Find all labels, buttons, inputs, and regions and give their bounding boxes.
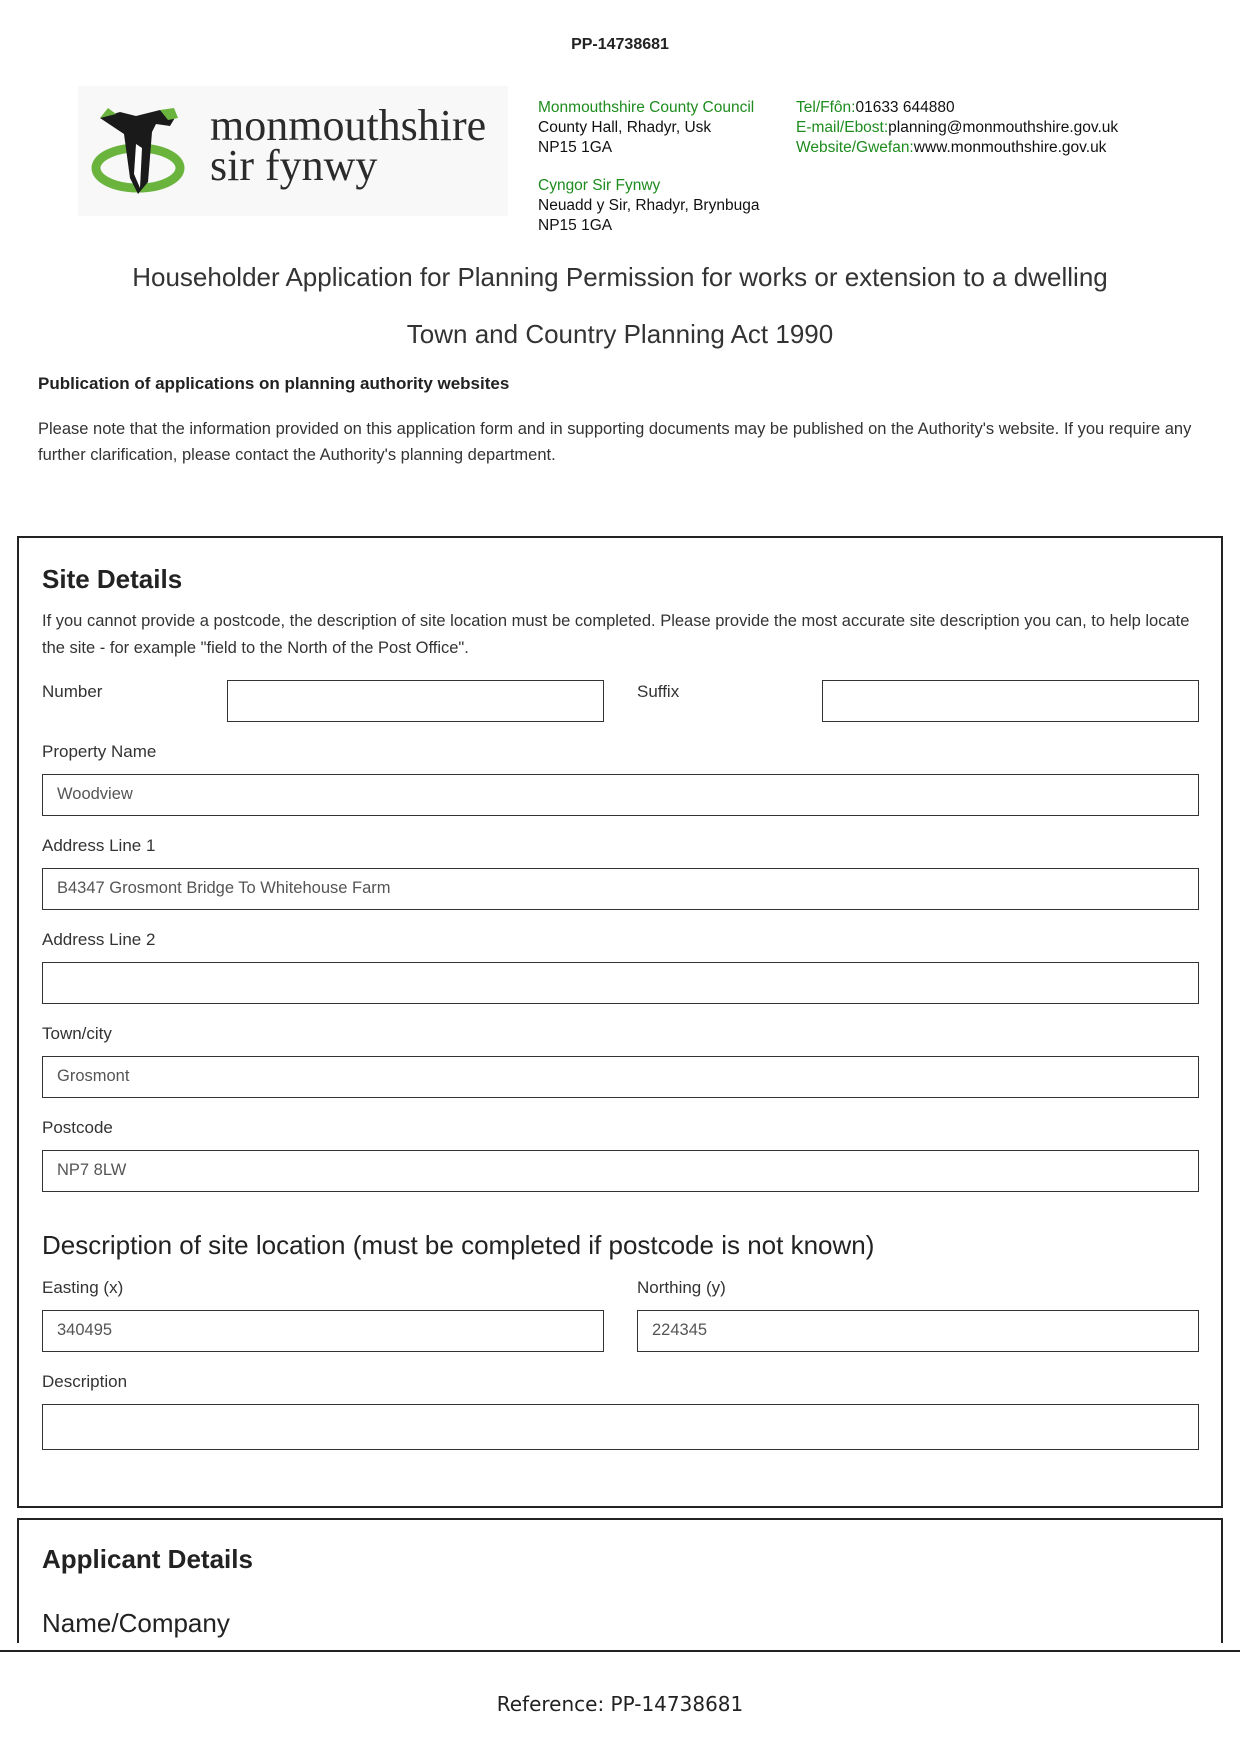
- telephone-value: 01633 644880: [855, 99, 955, 116]
- footer-reference: Reference: PP-14738681: [496, 1692, 744, 1716]
- contact-details: [796, 98, 1118, 158]
- dragon-crest-icon: [90, 104, 202, 204]
- easting-field[interactable]: 340495: [42, 1310, 604, 1352]
- council-name-english: Monmouthshire County Council: [538, 99, 755, 116]
- reference-header: PP-14738681: [571, 36, 669, 53]
- description-label: Description: [42, 1372, 128, 1391]
- easting-label: Easting (x): [42, 1278, 124, 1297]
- council-logo: [78, 86, 508, 216]
- email-value[interactable]: planning@monmouthshire.gov.uk: [888, 119, 1119, 136]
- logo-text-english: monmouthshire: [210, 101, 487, 150]
- site-details-panel: [17, 536, 1223, 1508]
- logo-text-welsh: sir fynwy: [210, 141, 378, 190]
- council-postcode-welsh: NP15 1GA: [538, 217, 613, 234]
- description-field[interactable]: [42, 1404, 1199, 1450]
- postcode-field[interactable]: NP7 8LW: [42, 1150, 1199, 1192]
- website-label: Website/Gwefan:: [796, 139, 914, 156]
- town-city-label: Town/city: [42, 1024, 112, 1043]
- northing-field[interactable]: 224345: [637, 1310, 1199, 1352]
- council-address-welsh: Neuadd y Sir, Rhadyr, Brynbuga: [538, 197, 760, 214]
- email-line: [796, 118, 1118, 138]
- number-field[interactable]: [227, 680, 604, 722]
- address-line-2-field[interactable]: [42, 962, 1199, 1004]
- website-value[interactable]: www.monmouthshire.gov.uk: [913, 139, 1107, 156]
- applicant-details-heading: Applicant Details: [42, 1544, 253, 1574]
- property-name-field[interactable]: Woodview: [42, 774, 1199, 816]
- address-line-1-label: Address Line 1: [42, 836, 156, 855]
- website-line: [796, 138, 1118, 158]
- publication-heading: Publication of applications on planning authority websites: [38, 374, 510, 393]
- address-line-2-label: Address Line 2: [42, 930, 156, 949]
- footer-divider: [0, 1650, 1240, 1652]
- council-address-english: County Hall, Rhadyr, Usk: [538, 119, 712, 136]
- publication-text: Please note that the information provided on this application form and in supporting documents may be published on the Authority's website. If you require any further clarification, please contact the Authority's planning department.: [38, 420, 1192, 464]
- northing-label: Northing (y): [637, 1278, 726, 1297]
- telephone-line: [796, 98, 1118, 118]
- address-line-1-field[interactable]: B4347 Grosmont Bridge To Whitehouse Farm: [42, 868, 1199, 910]
- postcode-label: Postcode: [42, 1118, 113, 1137]
- contact-english: [538, 98, 754, 158]
- email-label: E-mail/Ebost:: [796, 119, 889, 136]
- suffix-label: Suffix: [637, 682, 680, 701]
- council-postcode-english: NP15 1GA: [538, 139, 613, 156]
- contact-welsh: [538, 176, 759, 236]
- applicant-details-panel: [17, 1518, 1223, 1643]
- property-name-label: Property Name: [42, 742, 157, 761]
- suffix-field[interactable]: [822, 680, 1199, 722]
- name-company-heading: Name/Company: [42, 1608, 230, 1638]
- telephone-label: Tel/Ffôn:: [796, 99, 856, 116]
- form-subtitle: Town and Country Planning Act 1990: [406, 319, 834, 349]
- site-details-heading: Site Details: [42, 564, 183, 594]
- council-name-welsh: Cyngor Sir Fynwy: [538, 177, 661, 194]
- number-label: Number: [42, 682, 103, 701]
- site-location-heading: Description of site location (must be completed if postcode is not known): [42, 1230, 875, 1260]
- form-title: Householder Application for Planning Permission for works or extension to a dwelling: [132, 262, 1108, 292]
- town-city-field[interactable]: Grosmont: [42, 1056, 1199, 1098]
- site-details-help: If you cannot provide a postcode, the description of site location must be completed. Please provide the most accurate site description you can, to help locate the site - for example "field to the North of the Post Office".: [42, 612, 1190, 657]
